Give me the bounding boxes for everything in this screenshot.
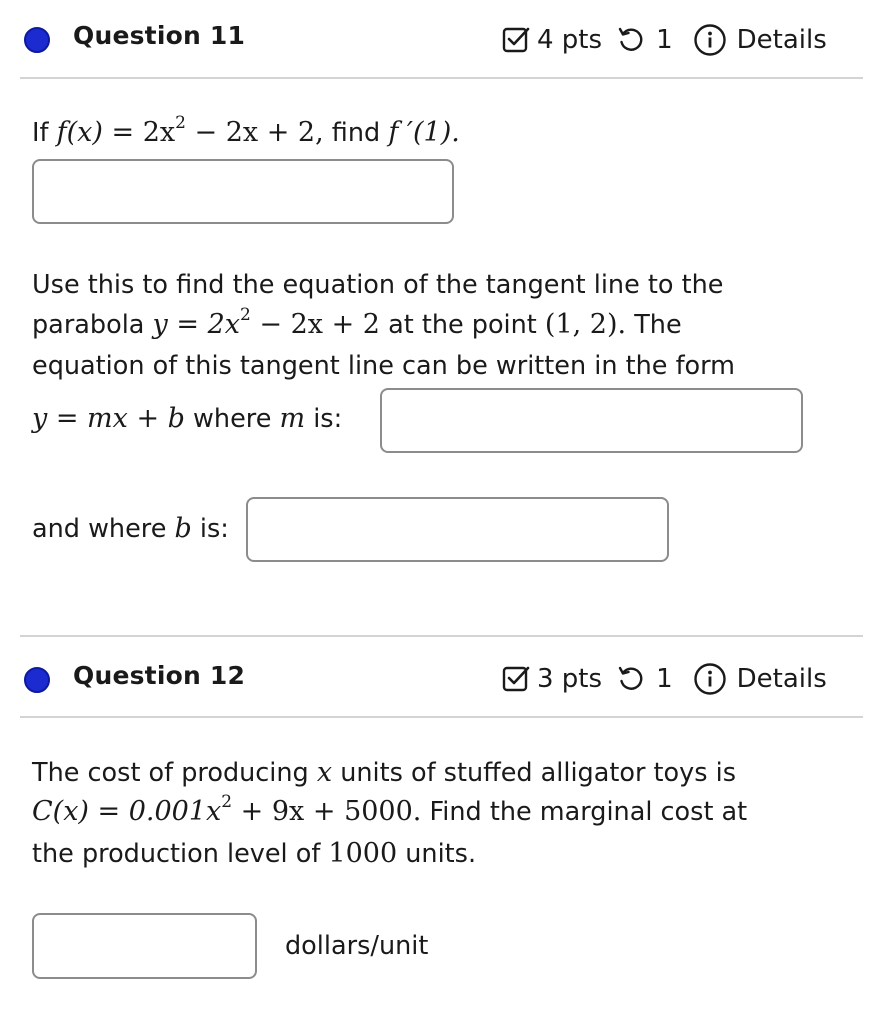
- q11-p3-lead: and where: [32, 514, 175, 544]
- q12-details-link[interactable]: Details: [736, 664, 827, 694]
- q11-l4-var: m: [279, 403, 306, 434]
- q11-prompt-2-line1: Use this to find the equation of the tangent line to the: [32, 270, 724, 300]
- q11-meta: [501, 23, 827, 57]
- q12-l1-var: x: [316, 757, 333, 788]
- q12-status-dot: [24, 667, 50, 693]
- q12-prompt-line3: [32, 834, 476, 874]
- marginal-cost-input[interactable]: [32, 913, 257, 979]
- q11-points: 4 pts: [537, 25, 603, 55]
- q11-l4-a: where: [184, 404, 280, 434]
- q11-p3-tail: is:: [191, 514, 229, 544]
- q11-l4-eq: y = mx + b: [32, 403, 185, 434]
- slope-m-input[interactable]: [380, 388, 803, 453]
- q12-l3-b: units.: [397, 839, 477, 869]
- q12-l3-num: 1000: [328, 838, 398, 869]
- q11-l2-exp: 2: [239, 305, 251, 325]
- q11-l2-c: The: [626, 310, 682, 340]
- marginal-cost-unit: dollars/unit: [285, 931, 429, 961]
- q12-attempts: 1: [656, 664, 673, 694]
- q11-attempts: 1: [656, 25, 673, 55]
- derivative-answer-input[interactable]: [32, 159, 454, 224]
- q12-l1-a: The cost of producing: [32, 758, 317, 788]
- q11-status-dot: [24, 27, 50, 53]
- q11-prompt-lead: If: [32, 118, 57, 148]
- q12-l2-exp: 2: [221, 792, 233, 812]
- q11-prompt-3: [32, 509, 229, 549]
- retry-icon: [616, 664, 646, 694]
- q11-l2-m3: (1, 2).: [544, 309, 627, 340]
- q12-meta: [501, 662, 827, 696]
- intercept-b-input[interactable]: [246, 497, 669, 562]
- q11-l2-b: at the point: [379, 310, 545, 340]
- q12-title: Question 12: [73, 661, 246, 690]
- q11-l2-a: parabola: [32, 310, 153, 340]
- q12-divider: [20, 716, 863, 718]
- q12-l3-a: the production level of: [32, 839, 329, 869]
- q12-l2-m1: C(x) = 0.001x: [32, 796, 222, 827]
- q11-target: f ′(1).: [388, 117, 460, 148]
- q11-divider: [20, 77, 863, 79]
- q11-fn-eq: = 2x: [102, 117, 176, 148]
- q11-prompt-mid: find: [323, 118, 389, 148]
- q12-prompt-line1: [32, 753, 736, 793]
- q12-l1-b: units of stuffed alligator toys is: [332, 758, 737, 788]
- q11-prompt-1: [32, 113, 460, 153]
- q11-prompt-2-line3: equation of this tangent line can be written in the form: [32, 351, 736, 381]
- q12-points: 3 pts: [537, 664, 603, 694]
- q11-details-link[interactable]: Details: [736, 25, 827, 55]
- q11-fn-name: f(x): [56, 117, 103, 148]
- q11-fn-rest: − 2x + 2,: [185, 117, 324, 148]
- q11-bottom-divider: [20, 635, 863, 637]
- q11-fn-exp: 2: [175, 113, 186, 133]
- info-icon[interactable]: [693, 662, 727, 696]
- q11-l2-m2: − 2x + 2: [250, 309, 380, 340]
- q11-prompt-2-line2: [32, 305, 682, 345]
- q11-l2-m1: y = 2x: [152, 309, 240, 340]
- q11-title: Question 11: [73, 21, 246, 50]
- q11-l4-b: is:: [305, 404, 343, 434]
- checkbox-icon: [501, 25, 531, 55]
- q11-prompt-2-line4: [32, 399, 342, 439]
- q12-l2-b: Find the marginal cost at: [421, 797, 748, 827]
- q12-prompt-line2: [32, 792, 747, 832]
- retry-icon: [616, 25, 646, 55]
- q12-l2-m2: + 9x + 5000.: [232, 796, 422, 827]
- checkbox-icon: [501, 664, 531, 694]
- info-icon[interactable]: [693, 23, 727, 57]
- q11-p3-var: b: [174, 513, 192, 544]
